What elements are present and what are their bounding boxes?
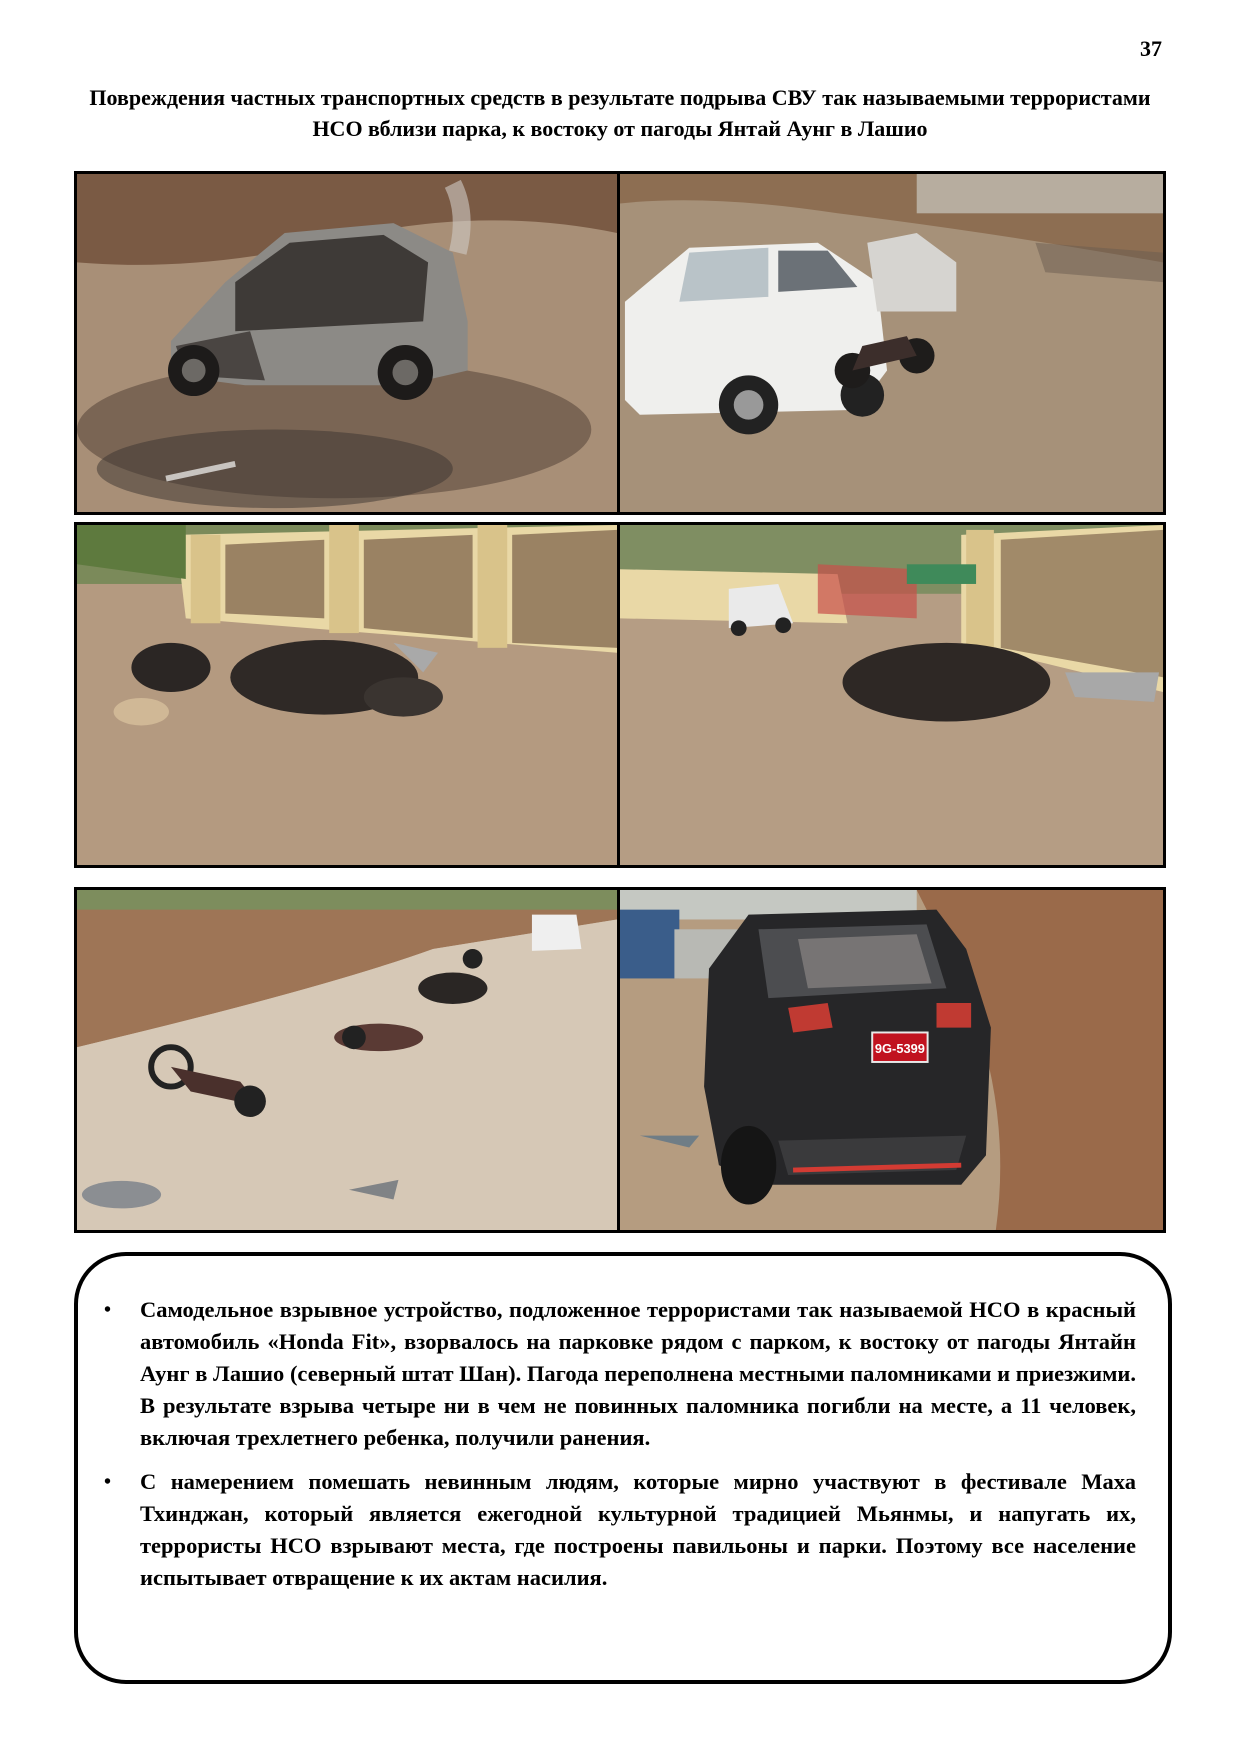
page-number: 37: [1140, 36, 1162, 61]
photo-burnt-car: [74, 171, 620, 515]
bullet-marker: •: [104, 1471, 112, 1493]
photo-motorbikes-on-road: [74, 887, 620, 1233]
photo-motorbike-wreck-gate: [617, 522, 1166, 868]
list-item-text: С намерением помешать невинным людям, которые мирно участвуют в фестивале Маха Тхинджан, который является ежегодной культурной традицией Мьянмы, и напугать их, террористы НСО взрывают места, где построены павильоны и парки. Поэтому все население испытывает отвращение к их актам насилия.: [140, 1469, 1136, 1590]
list-item-text: Самодельное взрывное устройство, подложенное террористами так называемой НСО в красный автомобиль «Honda Fit», взорвалось на парковке рядом с парком, к востоку от пагоды Янтайн Аунг в Лашио (северный штат Шан). Пагода переполнена местными паломниками и приезжими. В результате взрыва четыре ни в чем не повинных паломника погибли на месте, а 11 человек, включая трехлетнего ребенка, получили ранения.: [140, 1297, 1136, 1450]
photo-black-suv-rear: [617, 887, 1166, 1233]
photo-white-cars-and-motorbike: [617, 171, 1166, 515]
list-item: [104, 1466, 1136, 1594]
summary-box: [74, 1252, 1172, 1684]
page-title: Повреждения частных транспортных средств в результате подрыва СВУ так называемыми террористами НСО вблизи парка, к востоку от пагоды Янтай Аунг в Лашио: [89, 85, 1151, 141]
license-plate-text: 9G-5399: [874, 1041, 925, 1057]
list-item: [104, 1294, 1136, 1454]
bullet-marker: •: [104, 1299, 112, 1321]
summary-list: [78, 1256, 1168, 1594]
photo-motorbike-wreck-fence: [74, 522, 620, 868]
